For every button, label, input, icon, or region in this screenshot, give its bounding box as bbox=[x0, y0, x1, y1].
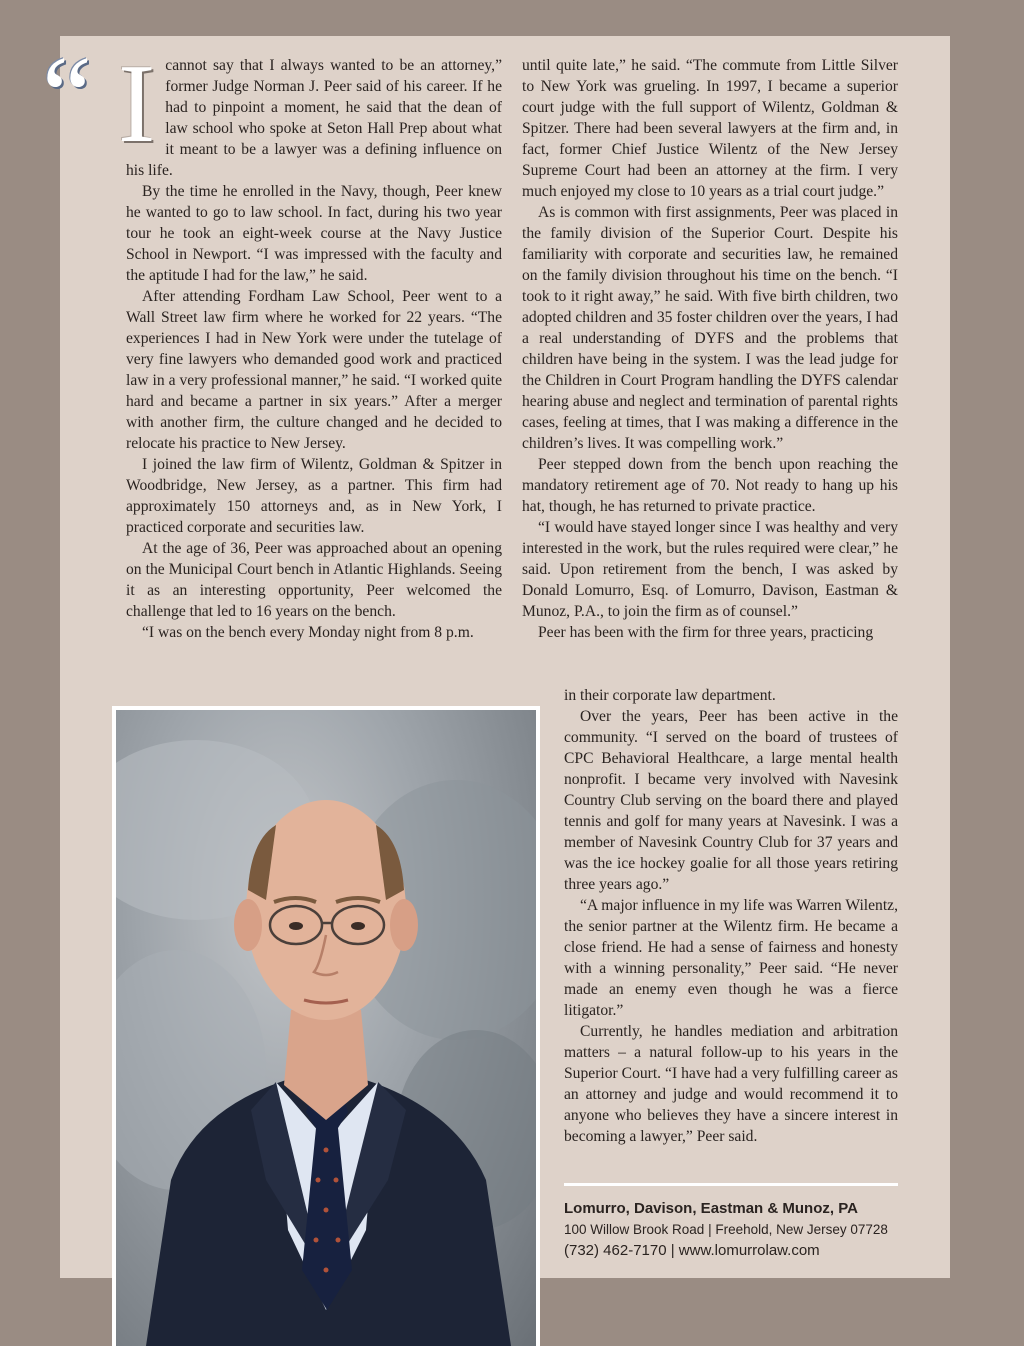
paragraph: As is common with first assignments, Peer was placed in the family division of the Superior Court. Despite his familiarity with corporate and securities law, he remained on the family division throughout his time on the bench. “I took to it right away,” he said. With five birth children, two adopted children and 35 foster children over the years, I had a real understanding of DYFS and the problems that children have being in the system. I was the lead judge for the Children in Court Program handling the DYFS calendar hearing abuse and neglect and termination of parental rights cases, feeling at times, that I was making a difference in the children’s lives. It was compelling work.” bbox=[522, 204, 898, 452]
right-column bbox=[522, 55, 898, 643]
opening-quote-mark: “ bbox=[42, 34, 84, 158]
paragraph: “A major influence in my life was Warren Wilentz, the senior partner at the Wilentz firm. He became a close friend. He had a sense of fairness and honesty with a winning personality,” Peer said. “He never made an enemy even though he was a fierce litigator.” bbox=[564, 897, 898, 1019]
paragraph: Over the years, Peer has been active in the community. “I served on the board of trustees of CPC Behavioral Healthcare, a large mental health nonprofit. I became very involved with Navesink Country Club serving on the board there and played tennis and golf for many years at Navesink. I was a member of Navesink Country Club for 37 years and was the ice hockey goalie for all those years retiring three years ago.” bbox=[564, 708, 898, 893]
portrait-photo bbox=[116, 710, 536, 1346]
paragraph: Peer has been with the firm for three years, practicing bbox=[538, 624, 874, 641]
paragraph: I joined the law firm of Wilentz, Goldman & Spitzer in Woodbridge, New Jersey, as a partner. This firm had approximately 150 attorneys and, as in New York, I practiced corporate and securities law. bbox=[126, 456, 502, 536]
paragraph: By the time he enrolled in the Navy, though, Peer knew he wanted to go to law school. In fact, during his two year tour he took an eight-week course at the Navy Justice School in Newport. “I was impressed with the faculty and the aptitude I had for the law,” he said. bbox=[126, 183, 502, 284]
dropcap: I bbox=[118, 42, 156, 166]
firm-phone-website: (732) 462-7170 | www.lomurrolaw.com bbox=[564, 1242, 820, 1259]
right-column-continued bbox=[564, 685, 898, 1147]
paragraph: At the age of 36, Peer was approached about an opening on the Municipal Court bench in Atlantic Highlands. Seeing it as an interesting opportunity, Peer welcomed the challenge that led to 16 years on the bench. bbox=[126, 540, 502, 620]
portrait-frame bbox=[112, 706, 540, 1346]
paragraph-1-text: cannot say that I always wanted to be an attorney,” former Judge Norman J. Peer said of his career. If he had to pinpoint a moment, he said that the dean of law school who spoke at Seton Hall Prep about what it meant to be a lawyer was a defining influence on his life. bbox=[126, 57, 502, 179]
firm-name: Lomurro, Davison, Eastman & Munoz, PA bbox=[564, 1200, 858, 1217]
paragraph: After attending Fordham Law School, Peer went to a Wall Street law firm where he worked for 22 years. “The experiences I had in New York were under the tutelage of very fine lawyers who demanded good work and practiced law in a very professional manner,” he said. “I worked quite hard and became a partner in six years.” After a merger with another firm, the culture changed and he decided to relocate his practice to New Jersey. bbox=[126, 288, 502, 452]
paragraph: Currently, he handles mediation and arbitration matters – a natural follow-up to his years in the Superior Court. “I have had a very fulfilling career as an attorney and judge and would recommend it to anyone who believes they have a sincere interest in becoming a lawyer,” Peer said. bbox=[564, 1023, 898, 1145]
contact-divider bbox=[564, 1183, 898, 1186]
paragraph-1 bbox=[118, 42, 502, 181]
paragraph: until quite late,” he said. “The commute from Little Silver to New York was grueling. In 1997, I became a superior court judge with the full support of Wilentz, Goldman & Spitzer. There had been several lawyers at the firm and, in fact, former Chief Justice Wilentz of the New Jersey Supreme Court had been an attorney at the firm. I very much enjoyed my close to 10 years as a trial court judge.” bbox=[522, 57, 898, 200]
paragraph: in their corporate law department. bbox=[564, 687, 776, 704]
firm-address: 100 Willow Brook Road | Freehold, New Jersey 07728 bbox=[564, 1222, 888, 1237]
paragraph: “I would have stayed longer since I was healthy and very interested in the work, but the rules required were clear,” he said. Upon retirement from the bench, I was asked by Donald Lomurro, Esq. of Lomurro, Davison, Eastman & Munoz, P.A., to join the firm as of counsel.” bbox=[522, 519, 898, 620]
paragraph: “I was on the bench every Monday night from 8 p.m. bbox=[142, 624, 474, 641]
left-column bbox=[118, 42, 502, 643]
paragraph: Peer stepped down from the bench upon reaching the mandatory retirement age of 70. Not ready to hang up his hat, though, he has returned to private practice. bbox=[522, 456, 898, 515]
